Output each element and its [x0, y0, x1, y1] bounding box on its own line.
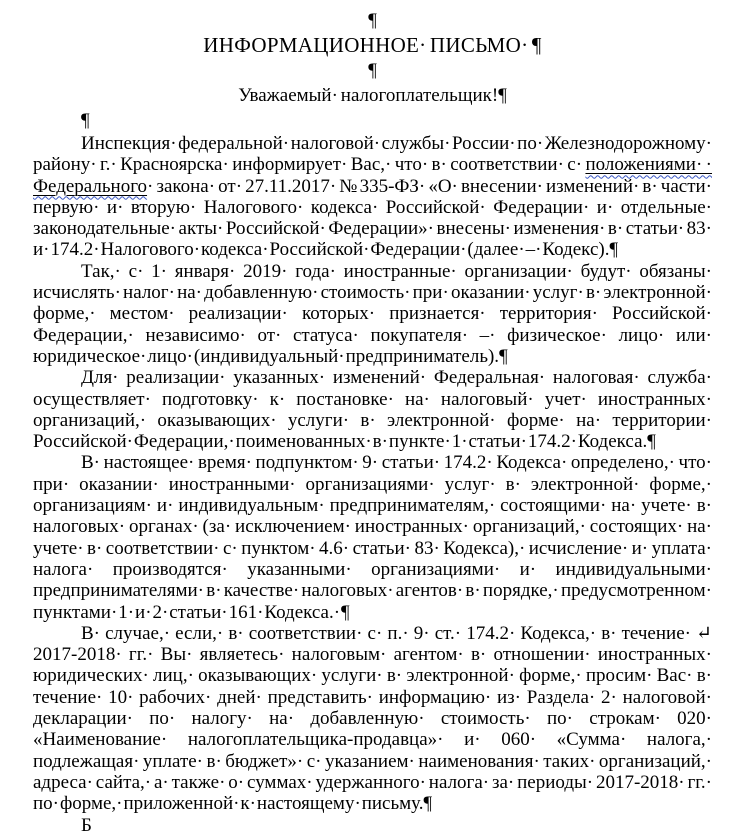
pilcrow-mark: ¶	[341, 601, 350, 623]
grammar-underlined-phrase	[33, 154, 712, 196]
pilcrow-mark: ¶	[499, 345, 508, 367]
body-paragraph-1: Инспекция· федеральной· налоговой· службы· России· по· Железнодорожному· району· г.· Красноярска· информирует· Вас,· что· в· соответствии· с· положениями· · Федерального· закона· от· 27.11.2017· №335-ФЗ· «О· внесении· изменений· в· части· первую· и· вторую· Налогового· кодекса· Российской· Федерации· и· отдельные· законодательные· акты· Российской· Федерации»· внесены· изменения· в· статьи· 83· и· 174.2· Налогового· кодекса· Российской· Федерации· (далее· –· Кодекс).¶	[33, 133, 712, 261]
underlined-text: положениями· · Федерального	[33, 154, 712, 197]
greeting-line: Уважаемый· налогоплательщик!¶	[238, 85, 507, 106]
empty-indented-paragraph	[33, 108, 712, 133]
body-paragraph-3: Для· реализации· указанных· изменений· Федеральная· налоговая· служба· осуществляет· подготовку· к· постановке· на· налоговый· учет· иностранных· организаций,· оказывающих· услуги· в· электронной· форме· на· территории· Российской· Федерации,· поименованных· в· пункте· 1· статьи· 174.2· Кодекса.¶	[33, 367, 712, 453]
document-body	[33, 8, 712, 836]
empty-line-top	[33, 8, 712, 33]
body-paragraph-2: Так,· с· 1· января· 2019· года· иностранные· организации· будут· обязаны· исчислять· налог· на· добавленную· стоимость· при· оказании· услуг· в· электронной· форме,· местом· реализации· которых· признается· территория· Российской· Федерации,· независимо· от· статуса· покупателя· –· физическое· лицо· или· юридическое· лицо· (индивидуальный· предприниматель).¶	[33, 260, 712, 367]
body-paragraph-4: В· настоящее· время· подпунктом· 9· статьи· 174.2· Кодекса· определено,· что· при· оказании· иностранными· организациями· услуг· в· электронной· форме,· организациям· и· индивидуальным· предпринимателям,· состоящими· на· учете· в· налоговых· органах· (за· исключением· иностранных· организаций,· состоящих· на· учете· в· соответствии· с· пунктом· 4.6· статьи· 83· Кодекса),· исчисление· и· уплата· налога· производятся· указанными· организациями· и· индивидуальными· предпринимателями· в· качестве· налоговых· агентов· в· порядке,· предусмотренном· пунктами· 1· и· 2· статьи· 161· Кодекса.· ¶	[33, 452, 712, 623]
pilcrow-mark: ¶	[609, 239, 619, 261]
pilcrow-mark: ¶	[498, 85, 507, 106]
body-paragraph-5-line-1: В· случае,· если,· в· соответствии· с· п.· 9· ст.· 174.2· Кодекса,· в· течение· ↵	[81, 622, 712, 644]
pilcrow-mark: ¶	[647, 431, 656, 453]
body-paragraph-5-continuation: 2017-2018· гг.· Вы· являетесь· налоговым· агентом· в· отношении· иностранных· юридических· лиц,· оказывающих· услуги· в· электронной· форме,· просим· Вас· в· течение· 10· рабочих· дней· представить· информацию· из· Раздела· 2· налоговой· декларации· по· налогу· на· добавленную· стоимость· по· строкам· 020· «Наименование· налогоплательщика-продавца»· и· 060· «Сумма· налога,· подлежащая· уплате· в· бюджет»· с· указанием· наименования· таких· организаций,· адреса· сайта,· а· также· о· суммах· удержанного· налога· за· периоды· 2017-2018· гг.· по· форме,· приложенной· к· настоящему· письму.¶	[33, 644, 712, 815]
pilcrow-mark: ¶	[368, 10, 377, 31]
title-line: ИНФОРМАЦИОННОЕ· ПИСЬМО· ¶	[203, 33, 542, 57]
pilcrow-mark: ¶	[368, 60, 377, 81]
clipped-next-paragraph: Б	[81, 814, 92, 836]
pilcrow-mark: ¶	[81, 110, 90, 131]
pilcrow-mark: ¶	[531, 33, 542, 57]
pilcrow-mark: ¶	[423, 793, 433, 815]
empty-line-after-title	[33, 58, 712, 83]
line-break-mark: ↵	[696, 622, 712, 644]
